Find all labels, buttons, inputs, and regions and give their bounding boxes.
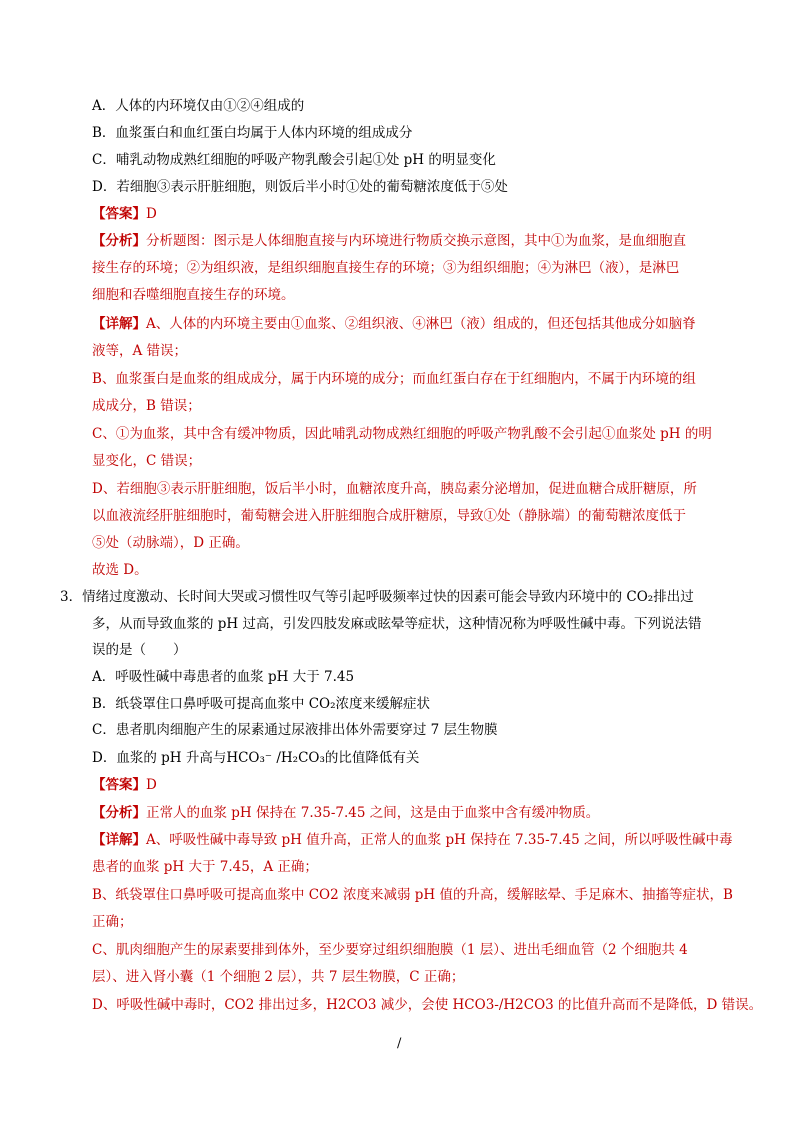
answer-value: D — [146, 777, 157, 793]
q3-detail-line-1 — [92, 830, 733, 850]
q2-analysis-line-2: 接生存的环境；②为组织液，是组织细胞直接生存的环境；③为组织细胞；④为淋巴（液），是淋巴 — [92, 260, 680, 276]
q2-detail-line-6: 显变化，C 错误； — [92, 453, 202, 469]
analysis-text: 正常人的血浆 pH 保持在 7.35-7.45 之间，这是由于血浆中含有缓冲物质。 — [146, 805, 600, 821]
q3-stem-line-3: 误的是（ ） — [92, 642, 187, 658]
analysis-tag: 【分析】 — [92, 233, 146, 249]
q3-stem-line-1: 3．情绪过度激动、长时间大哭或习惯性叹气等引起呼吸频率过快的因素可能会导致内环境中的 CO₂排出过 — [60, 589, 694, 605]
q2-detail-line-5: C、①为血浆，其中含有缓冲物质，因此哺乳动物成熟红细胞的呼吸产物乳酸不会引起①血浆处 pH 的明 — [92, 426, 712, 442]
q3-option-d-suffix: /H₂CO₃的比值降低有关 — [272, 750, 420, 766]
bicarbonate-formula: HCO₃⁻ — [226, 750, 273, 766]
q2-option-a: A．人体的内环境仅由①②④组成的 — [92, 98, 305, 114]
q2-option-d: D．若细胞③表示肝脏细胞，则饭后半小时①处的葡萄糖浓度低于⑤处 — [92, 179, 508, 195]
q2-detail-line-3: B、血浆蛋白是血浆的组成成分，属于内环境的成分；而血红蛋白存在于红细胞内，不属于内环境的组 — [92, 371, 696, 387]
q2-detail-line-8: 以血液流经肝脏细胞时，葡萄糖会进入肝脏细胞合成肝糖原，导致①处（静脉端）的葡萄糖浓度低于 — [92, 508, 686, 524]
q3-option-b: B．纸袋罩住口鼻呼吸可提高血浆中 CO₂浓度来缓解症状 — [92, 696, 431, 712]
q3-option-a: A．呼吸性碱中毒患者的血浆 pH 大于 7.45 — [92, 669, 355, 685]
q2-answer — [92, 204, 157, 224]
q2-conclusion: 故选 D。 — [92, 562, 148, 578]
q3-answer — [92, 775, 157, 795]
q3-option-c: C．患者肌肉细胞产生的尿素通过尿液排出体外需要穿过 7 层生物膜 — [92, 722, 498, 738]
q2-detail-line-7: D、若细胞③表示肝脏细胞，饭后半小时，血糖浓度升高，胰岛素分泌增加，促进血糖合成肝糖原，所 — [92, 481, 697, 497]
answer-tag: 【答案】 — [92, 777, 146, 793]
q2-detail-line-1 — [92, 314, 696, 334]
q3-option-d — [92, 748, 419, 768]
q2-option-c: C．哺乳动物成熟红细胞的呼吸产物乳酸会引起①处 pH 的明显变化 — [92, 152, 496, 168]
q3-detail-line-5: C、肌肉细胞产生的尿素要排到体外，至少要穿过组织细胞膜（1 层）、进出毛细血管（2 个细胞共 4 — [92, 942, 688, 958]
answer-tag: 【答案】 — [92, 206, 146, 222]
detail-text: A、呼吸性碱中毒导致 pH 值升高，正常人的血浆 pH 保持在 7.35-7.45 之间，所以呼吸性碱中毒 — [146, 832, 733, 848]
q2-detail-line-2: 液等，A 错误； — [92, 343, 188, 359]
analysis-tag: 【分析】 — [92, 805, 146, 821]
q3-detail-line-4: 正确； — [92, 914, 133, 930]
q2-option-b: B．血浆蛋白和血红蛋白均属于人体内环境的组成成分 — [92, 125, 413, 141]
q2-analysis-line-3: 细胞和吞噬细胞直接生存的环境。 — [92, 287, 295, 303]
q3-detail-line-2: 患者的血浆 pH 大于 7.45，A 正确； — [92, 859, 318, 875]
answer-value: D — [146, 206, 157, 222]
q2-detail-line-9: ⑤处（动脉端），D 正确。 — [92, 535, 249, 551]
analysis-text: 分析题图：图示是人体细胞直接与内环境进行物质交换示意图，其中①为血浆，是血细胞直 — [146, 233, 686, 249]
page-footer-mark: / — [397, 1036, 402, 1051]
detail-text: A、人体的内环境主要由①血浆、②组织液、④淋巴（液）组成的，但还包括其他成分如脑脊 — [146, 316, 696, 332]
q3-detail-line-7: D、呼吸性碱中毒时，CO2 排出过多，H2CO3 减少，会使 HCO3-/H2CO3 的比值升高而不是降低，D 错误。 — [92, 997, 763, 1013]
q3-stem-line-2: 多，从而导致血浆的 pH 过高，引发四肢发麻或眩晕等症状，这种情况称为呼吸性碱中毒。下列说法错 — [92, 616, 702, 632]
detail-tag: 【详解】 — [92, 316, 146, 332]
q3-analysis — [92, 803, 599, 823]
q3-option-d-prefix: D．血浆的 pH 升高与 — [92, 750, 227, 766]
q3-detail-line-6: 层）、进入肾小囊（1 个细胞 2 层），共 7 层生物膜，C 正确； — [92, 969, 465, 985]
q2-analysis-line-1 — [92, 231, 686, 251]
q2-detail-line-4: 成成分，B 错误； — [92, 398, 201, 414]
q3-detail-line-3: B、纸袋罩住口鼻呼吸可提高血浆中 CO2 浓度来减弱 pH 值的升高，缓解眩晕、手足麻木、抽搐等症状，B — [92, 887, 733, 903]
detail-tag: 【详解】 — [92, 832, 146, 848]
